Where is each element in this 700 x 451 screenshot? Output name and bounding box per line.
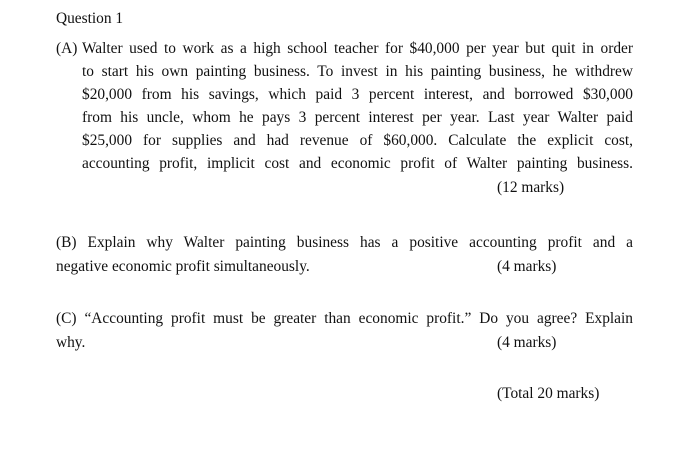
part-a-line-1: Walter used to work as a high school teacher for $40,000 per year but quit in order: [82, 40, 633, 57]
part-c-line-1: (C) “Accounting profit must be greater than economic profit.” Do you agree? Explain: [56, 310, 633, 327]
part-a-label: (A): [56, 40, 78, 57]
question-title: Question 1: [56, 10, 124, 27]
part-a-marks: (12 marks): [497, 179, 565, 196]
part-b-line-1: (B) Explain why Walter painting business has a positive accounting profit and a: [56, 234, 633, 251]
part-b-marks: (4 marks): [497, 258, 557, 275]
part-a-line-4: from his uncle, whom he pays 3 percent interest per year. Last year Walter paid: [82, 109, 633, 126]
part-a-line-6: accounting profit, implicit cost and economic profit of Walter painting business.: [82, 155, 633, 172]
part-a-line-3: $20,000 from his savings, which paid 3 percent interest, and borrowed $30,000: [82, 86, 633, 103]
part-a-line-2: to start his own painting business. To invest in his painting business, he withdrew: [82, 63, 633, 80]
part-c-marks: (4 marks): [497, 334, 557, 351]
part-c-line-2: why.: [56, 334, 86, 351]
total-marks: (Total 20 marks): [497, 385, 600, 402]
part-a-line-5: $25,000 for supplies and had revenue of $60,000. Calculate the explicit cost,: [82, 132, 633, 149]
part-b-line-2: negative economic profit simultaneously.: [56, 258, 310, 275]
